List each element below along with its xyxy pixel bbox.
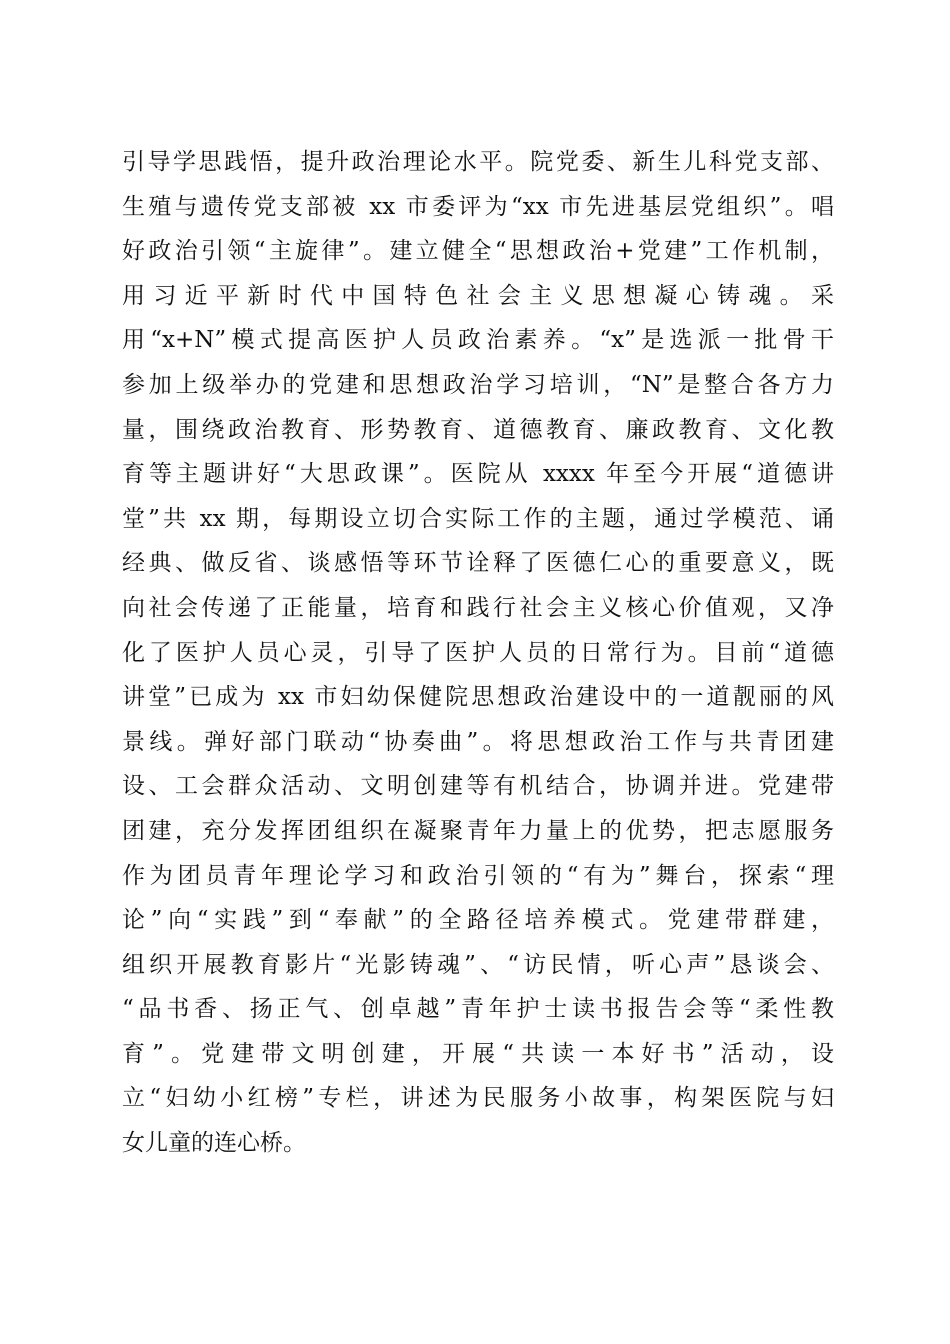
text-line: “品书香、扬正气、创卓越”青年护士读书报告会等“柔性教 <box>122 996 834 1023</box>
text-line: 女儿童的连心桥。 <box>122 1130 306 1157</box>
text-line: 用“x+N”模式提高医护人员政治素养。“x”是选派一批骨干 <box>122 327 834 354</box>
text-line: 作为团员青年理论学习和政治引领的“有为”舞台，探索“理 <box>122 862 834 889</box>
text-line: 经典、做反省、谈感悟等环节诠释了医德仁心的重要意义，既 <box>122 550 834 577</box>
text-line: 立“妇幼小红榜”专栏，讲述为民服务小故事，构架医院与妇 <box>122 1085 834 1112</box>
text-line: 生殖与遗传党支部被 xx 市委评为“xx 市先进基层党组织”。唱 <box>122 193 834 220</box>
text-line: 向社会传递了正能量，培育和践行社会主义核心价值观，又净 <box>122 594 834 621</box>
text-line: 量，围绕政治教育、形势教育、道德教育、廉政教育、文化教 <box>122 416 834 443</box>
text-line: 化了医护人员心灵，引导了医护人员的日常行为。目前“道德 <box>122 639 834 666</box>
text-line: 景线。弹好部门联动“协奏曲”。将思想政治工作与共青团建 <box>122 728 834 755</box>
text-line: 好政治引领“主旋律”。建立健全“思想政治+党建”工作机制， <box>122 238 834 265</box>
text-line: 组织开展教育影片“光影铸魂”、“访民情，听心声”恳谈会、 <box>122 951 834 978</box>
text-line: 讲堂”已成为 xx 市妇幼保健院思想政治建设中的一道靓丽的风 <box>122 684 834 711</box>
text-line: 参加上级举办的党建和思想政治学习培训，“N”是整合各方力 <box>122 371 834 398</box>
text-line: 论”向“实践”到“奉献”的全路径培养模式。党建带群建， <box>122 907 834 934</box>
text-line: 育”。党建带文明创建，开展“共读一本好书”活动，设 <box>122 1040 834 1067</box>
text-line: 用习近平新时代中国特色社会主义思想凝心铸魂。采 <box>122 282 834 309</box>
text-line: 引导学思践悟，提升政治理论水平。院党委、新生儿科党支部、 <box>122 149 834 175</box>
text-line: 堂”共 xx 期，每期设立切合实际工作的主题，通过学模范、诵 <box>122 505 834 532</box>
text-line: 团建，充分发挥团组织在凝聚青年力量上的优势，把志愿服务 <box>122 817 834 844</box>
text-line: 设、工会群众活动、文明创建等有机结合，协调并进。党建带 <box>122 773 834 800</box>
body-paragraph <box>122 140 834 1166</box>
text-line: 育等主题讲好“大思政课”。医院从 xxxx 年至今开展“道德讲 <box>122 461 834 488</box>
